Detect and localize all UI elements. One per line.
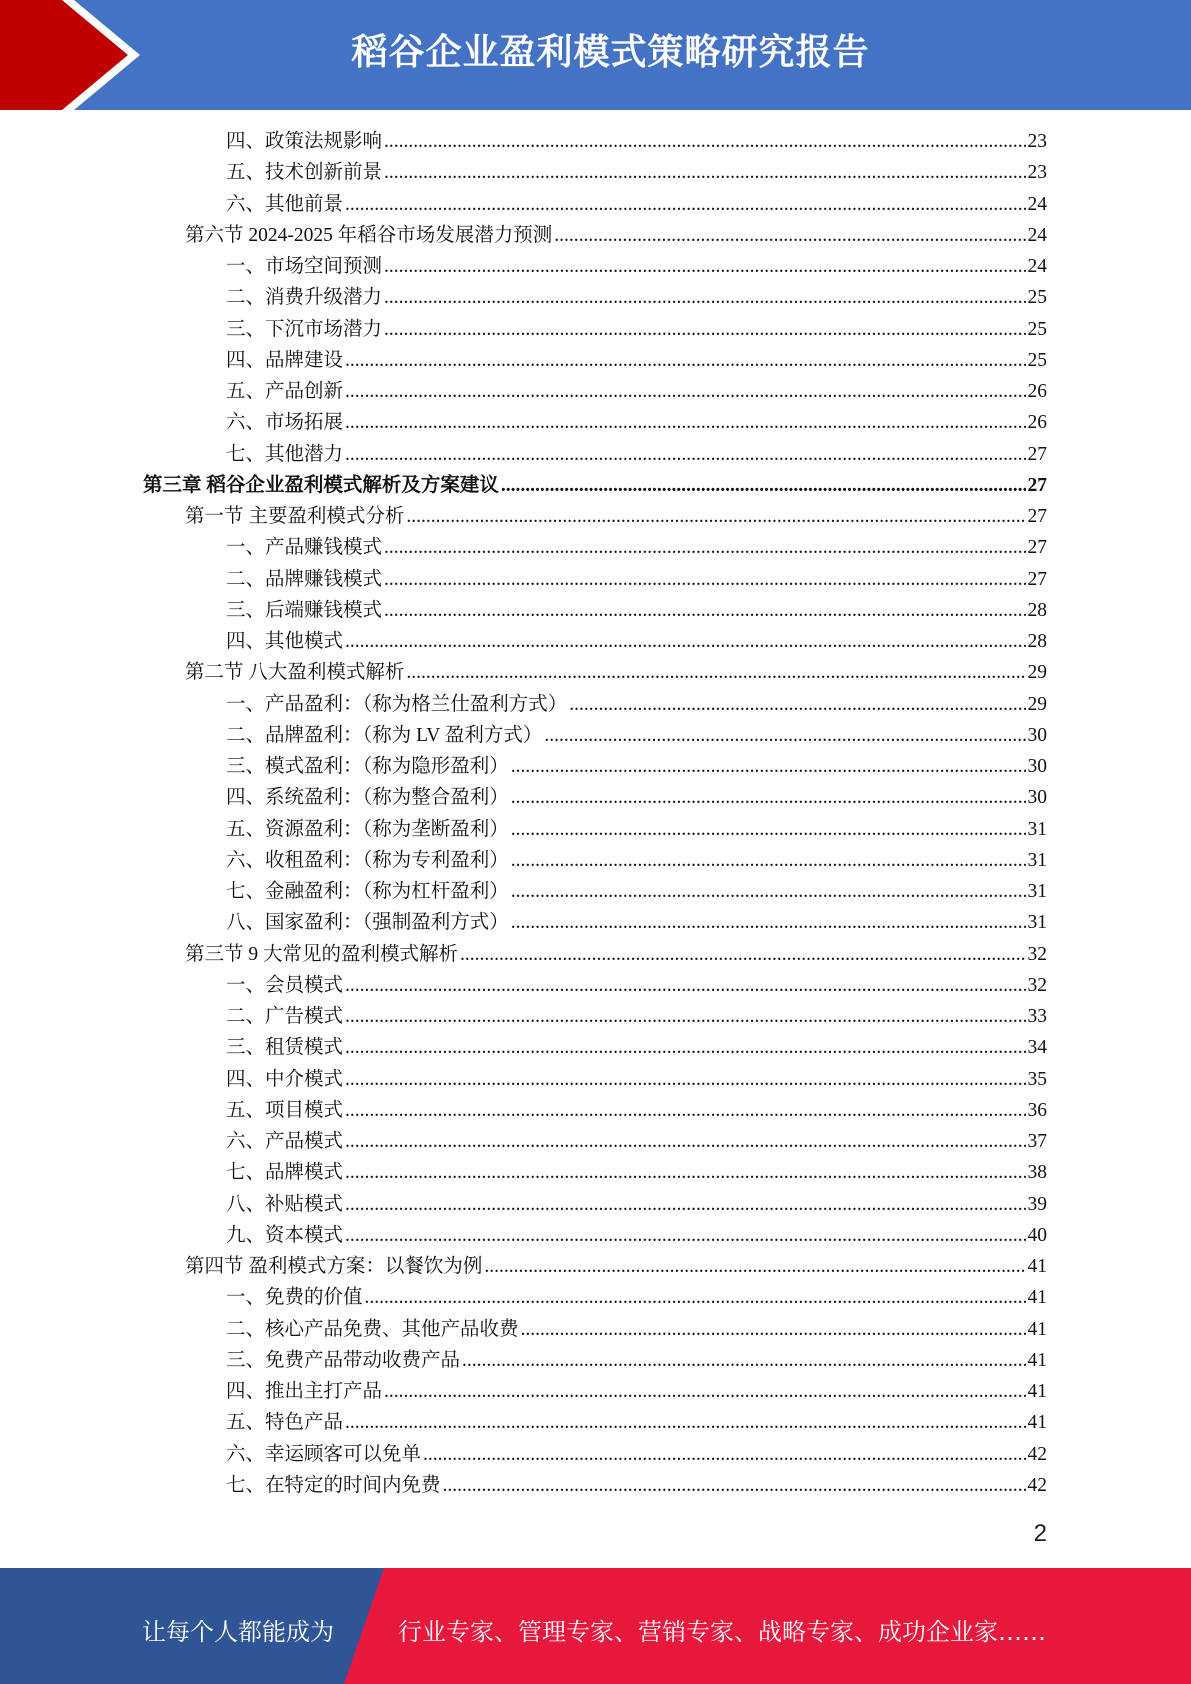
toc-dot-leader — [345, 189, 1025, 220]
toc-entry-page: 27 — [1027, 506, 1047, 527]
toc-entry[interactable] — [0, 1064, 1191, 1095]
toc-dot-leader — [345, 1157, 1025, 1188]
header-banner — [0, 0, 1191, 110]
toc-entry-page: 39 — [1027, 1193, 1047, 1215]
toc-entry[interactable] — [0, 564, 1191, 595]
toc-entry-page: 33 — [1027, 1006, 1047, 1027]
toc-entry[interactable] — [0, 1470, 1191, 1501]
toc-entry-page: 38 — [1027, 1162, 1047, 1184]
toc-entry-page: 31 — [1027, 881, 1047, 902]
toc-entry[interactable] — [0, 1251, 1191, 1282]
toc-entry-page: 23 — [1027, 131, 1047, 152]
toc-entry-label: 六、其他前景 — [226, 193, 344, 215]
toc-dot-leader — [462, 1345, 1025, 1376]
toc-dot-leader — [460, 939, 1025, 970]
toc-entry-label: 第二节 八大盈利模式解析 — [185, 662, 405, 684]
toc-entry[interactable] — [0, 439, 1191, 470]
toc-entry[interactable] — [0, 1314, 1191, 1345]
toc-entry-page: 30 — [1027, 724, 1047, 746]
toc-dot-leader — [511, 751, 1026, 782]
toc-entry-label: 四、其他模式 — [226, 631, 344, 652]
toc-entry[interactable] — [0, 1282, 1191, 1313]
toc-entry-label: 四、政策法规影响 — [226, 131, 383, 152]
toc-entry-label: 四、中介模式 — [226, 1068, 344, 1090]
toc-entry-label: 第三章 稻谷企业盈利模式解析及方案建议 — [143, 474, 499, 496]
toc-entry-label: 四、系统盈利：（称为整合盈利） — [226, 787, 509, 809]
toc-dot-leader — [345, 407, 1025, 438]
toc-entry[interactable] — [0, 720, 1191, 751]
toc-dot-leader — [384, 532, 1025, 563]
toc-entry-label: 四、推出主打产品 — [226, 1381, 383, 1402]
toc-entry-page: 31 — [1027, 912, 1047, 934]
toc-entry-label: 第六节 2024-2025 年稻谷市场发展潜力预测 — [185, 224, 553, 246]
toc-entry-page: 26 — [1027, 412, 1047, 434]
toc-entry-label: 九、资本模式 — [226, 1224, 344, 1246]
toc-dot-leader — [384, 595, 1025, 626]
report-title: 稻谷企业盈利模式策略研究报告 — [351, 32, 870, 73]
toc-dot-leader — [484, 1251, 1025, 1282]
toc-entry[interactable] — [0, 470, 1191, 501]
toc-entry[interactable] — [0, 876, 1191, 907]
toc-entry-page: 35 — [1027, 1068, 1047, 1090]
toc-entry-label: 五、项目模式 — [226, 1099, 344, 1121]
toc-dot-leader — [406, 501, 1025, 532]
toc-dot-leader — [406, 657, 1025, 688]
toc-entry-page: 24 — [1027, 193, 1047, 215]
toc-entry[interactable] — [0, 157, 1191, 188]
toc-entry[interactable] — [0, 314, 1191, 345]
toc-entry[interactable] — [0, 126, 1191, 157]
toc-entry-label: 五、特色产品 — [226, 1412, 344, 1434]
toc-entry-page: 27 — [1027, 537, 1047, 559]
toc-entry[interactable] — [0, 1126, 1191, 1157]
toc-entry-page: 42 — [1027, 1474, 1047, 1496]
toc-entry-label: 五、产品创新 — [226, 381, 344, 402]
toc-entry-label: 七、金融盈利：（称为杠杆盈利） — [226, 881, 509, 902]
toc-dot-leader — [569, 689, 1025, 720]
toc-dot-leader — [365, 1282, 1026, 1313]
toc-entry-page: 41 — [1027, 1287, 1047, 1309]
toc-dot-leader — [345, 1220, 1025, 1251]
toc-dot-leader — [521, 1314, 1026, 1345]
toc-dot-leader — [511, 814, 1026, 845]
toc-entry-page: 41 — [1027, 1381, 1047, 1402]
toc-entry-label: 二、消费升级潜力 — [226, 287, 383, 309]
toc-entry-page: 41 — [1027, 1256, 1047, 1277]
toc-entry-label: 三、模式盈利：（称为隐形盈利） — [226, 756, 509, 777]
toc-entry-page: 34 — [1027, 1037, 1047, 1059]
toc-entry-page: 24 — [1027, 256, 1047, 277]
toc-dot-leader — [511, 907, 1026, 938]
toc-entry-label: 二、品牌赚钱模式 — [226, 568, 383, 590]
toc-entry-label: 一、市场空间预测 — [226, 256, 383, 277]
toc-dot-leader — [345, 626, 1025, 657]
toc-entry-label: 第四节 盈利模式方案：以餐饮为例 — [185, 1256, 483, 1277]
toc-entry[interactable] — [0, 1032, 1191, 1063]
toc-dot-leader — [345, 1407, 1025, 1438]
toc-entry[interactable] — [0, 1189, 1191, 1220]
toc-entry-label: 三、后端赚钱模式 — [226, 599, 383, 621]
toc-entry-label: 二、品牌盈利：（称为 LV 盈利方式） — [226, 724, 543, 746]
toc-entry-label: 七、品牌模式 — [226, 1162, 344, 1184]
toc-entry[interactable] — [0, 251, 1191, 282]
toc-dot-leader — [345, 1001, 1025, 1032]
toc-entry-page: 42 — [1027, 1443, 1047, 1465]
footer-slogan-right: 行业专家、管理专家、营销专家、战略专家、成功企业家…… — [398, 1618, 1046, 1646]
toc-entry-page: 29 — [1027, 662, 1047, 684]
toc-dot-leader — [384, 251, 1025, 282]
toc-dot-leader — [384, 314, 1025, 345]
toc-entry-page: 40 — [1027, 1224, 1047, 1246]
toc-entry-label: 七、在特定的时间内免费 — [226, 1474, 441, 1496]
toc-entry-page: 25 — [1027, 287, 1047, 309]
toc-entry-label: 第一节 主要盈利模式分析 — [185, 506, 405, 527]
toc-entry-page: 23 — [1027, 162, 1047, 184]
toc-entry[interactable] — [0, 970, 1191, 1001]
toc-entry[interactable] — [0, 1220, 1191, 1251]
toc-entry-page: 25 — [1027, 318, 1047, 340]
toc-entry[interactable] — [0, 1001, 1191, 1032]
toc-entry[interactable] — [0, 939, 1191, 970]
toc-entry[interactable] — [0, 282, 1191, 313]
toc-dot-leader — [345, 1032, 1025, 1063]
toc-entry-label: 四、品牌建设 — [226, 349, 344, 371]
toc-entry-page: 37 — [1027, 1131, 1047, 1152]
toc-entry[interactable] — [0, 1157, 1191, 1188]
toc-entry[interactable] — [0, 907, 1191, 938]
toc-entry[interactable] — [0, 1407, 1191, 1438]
table-of-contents — [0, 126, 1191, 1501]
toc-entry-label: 一、会员模式 — [226, 974, 344, 996]
toc-dot-leader — [345, 1064, 1025, 1095]
toc-dot-leader — [384, 157, 1025, 188]
toc-dot-leader — [384, 282, 1025, 313]
toc-entry-page: 30 — [1027, 787, 1047, 809]
toc-entry-label: 三、租赁模式 — [226, 1037, 344, 1059]
toc-entry-label: 二、广告模式 — [226, 1006, 344, 1027]
toc-entry-page: 25 — [1027, 349, 1047, 371]
toc-entry[interactable] — [0, 657, 1191, 688]
toc-entry-page: 41 — [1027, 1412, 1047, 1434]
toc-dot-leader — [554, 220, 1025, 251]
toc-entry-page: 28 — [1027, 599, 1047, 621]
toc-dot-leader — [511, 782, 1026, 813]
toc-dot-leader — [511, 845, 1026, 876]
toc-entry[interactable] — [0, 345, 1191, 376]
toc-entry-page: 32 — [1027, 974, 1047, 996]
toc-dot-leader — [345, 439, 1025, 470]
toc-entry[interactable] — [0, 626, 1191, 657]
toc-entry[interactable] — [0, 751, 1191, 782]
toc-dot-leader — [345, 1189, 1025, 1220]
toc-entry[interactable] — [0, 782, 1191, 813]
toc-entry[interactable] — [0, 689, 1191, 720]
toc-entry-label: 第三节 9 大常见的盈利模式解析 — [185, 943, 459, 965]
toc-entry-page: 29 — [1027, 693, 1047, 715]
toc-entry[interactable] — [0, 814, 1191, 845]
toc-dot-leader — [384, 564, 1025, 595]
toc-dot-leader — [345, 345, 1025, 376]
footer-banner — [0, 1568, 1191, 1684]
toc-entry-label: 二、核心产品免费、其他产品收费 — [226, 1318, 519, 1340]
toc-entry[interactable] — [0, 1345, 1191, 1376]
toc-entry-label: 六、市场拓展 — [226, 412, 344, 434]
toc-dot-leader — [384, 126, 1025, 157]
toc-entry-label: 八、国家盈利：（强制盈利方式） — [226, 912, 509, 934]
toc-dot-leader — [345, 970, 1025, 1001]
toc-entry[interactable] — [0, 220, 1191, 251]
toc-entry-label: 七、其他潜力 — [226, 443, 344, 465]
toc-entry-page: 41 — [1027, 1349, 1047, 1371]
toc-entry-page: 28 — [1027, 631, 1047, 652]
toc-dot-leader — [511, 876, 1026, 907]
toc-entry[interactable] — [0, 1439, 1191, 1470]
toc-entry-page: 41 — [1027, 1318, 1047, 1340]
toc-entry[interactable] — [0, 501, 1191, 532]
toc-entry-page: 24 — [1027, 224, 1047, 246]
toc-entry-label: 五、资源盈利：（称为垄断盈利） — [226, 818, 509, 840]
toc-entry-label: 一、免费的价值 — [226, 1287, 363, 1309]
toc-entry[interactable] — [0, 845, 1191, 876]
toc-entry-page: 27 — [1027, 443, 1047, 465]
toc-entry-label: 三、免费产品带动收费产品 — [226, 1349, 461, 1371]
page-number: 2 — [1033, 1520, 1047, 1547]
toc-entry-page: 26 — [1027, 381, 1047, 402]
toc-entry[interactable] — [0, 376, 1191, 407]
toc-dot-leader — [384, 1376, 1025, 1407]
toc-dot-leader — [501, 470, 1026, 501]
toc-entry[interactable] — [0, 407, 1191, 438]
toc-dot-leader — [443, 1470, 1026, 1501]
toc-entry-label: 六、收租盈利：（称为专利盈利） — [226, 849, 509, 871]
toc-entry-label: 八、补贴模式 — [226, 1193, 344, 1215]
toc-entry-label: 一、产品盈利：（称为格兰仕盈利方式） — [226, 693, 568, 715]
toc-dot-leader — [544, 720, 1025, 751]
toc-entry[interactable] — [0, 595, 1191, 626]
toc-entry-label: 六、产品模式 — [226, 1131, 344, 1152]
toc-entry-label: 五、技术创新前景 — [226, 162, 383, 184]
toc-entry-page: 31 — [1027, 818, 1047, 840]
toc-entry-label: 三、下沉市场潜力 — [226, 318, 383, 340]
toc-entry[interactable] — [0, 189, 1191, 220]
toc-entry-label: 六、幸运顾客可以免单 — [226, 1443, 422, 1465]
toc-dot-leader — [345, 1126, 1025, 1157]
toc-entry-page: 31 — [1027, 849, 1047, 871]
toc-entry-page: 30 — [1027, 756, 1047, 777]
footer-slogan-left: 让每个人都能成为 — [142, 1618, 334, 1646]
toc-entry[interactable] — [0, 532, 1191, 563]
toc-entry[interactable] — [0, 1376, 1191, 1407]
toc-entry-page: 32 — [1027, 943, 1047, 965]
toc-dot-leader — [345, 376, 1025, 407]
toc-entry-label: 一、产品赚钱模式 — [226, 537, 383, 559]
toc-entry-page: 27 — [1027, 474, 1047, 496]
toc-entry-page: 36 — [1027, 1099, 1047, 1121]
toc-entry[interactable] — [0, 1095, 1191, 1126]
toc-entry-page: 27 — [1027, 568, 1047, 590]
toc-dot-leader — [345, 1095, 1025, 1126]
toc-dot-leader — [423, 1439, 1025, 1470]
